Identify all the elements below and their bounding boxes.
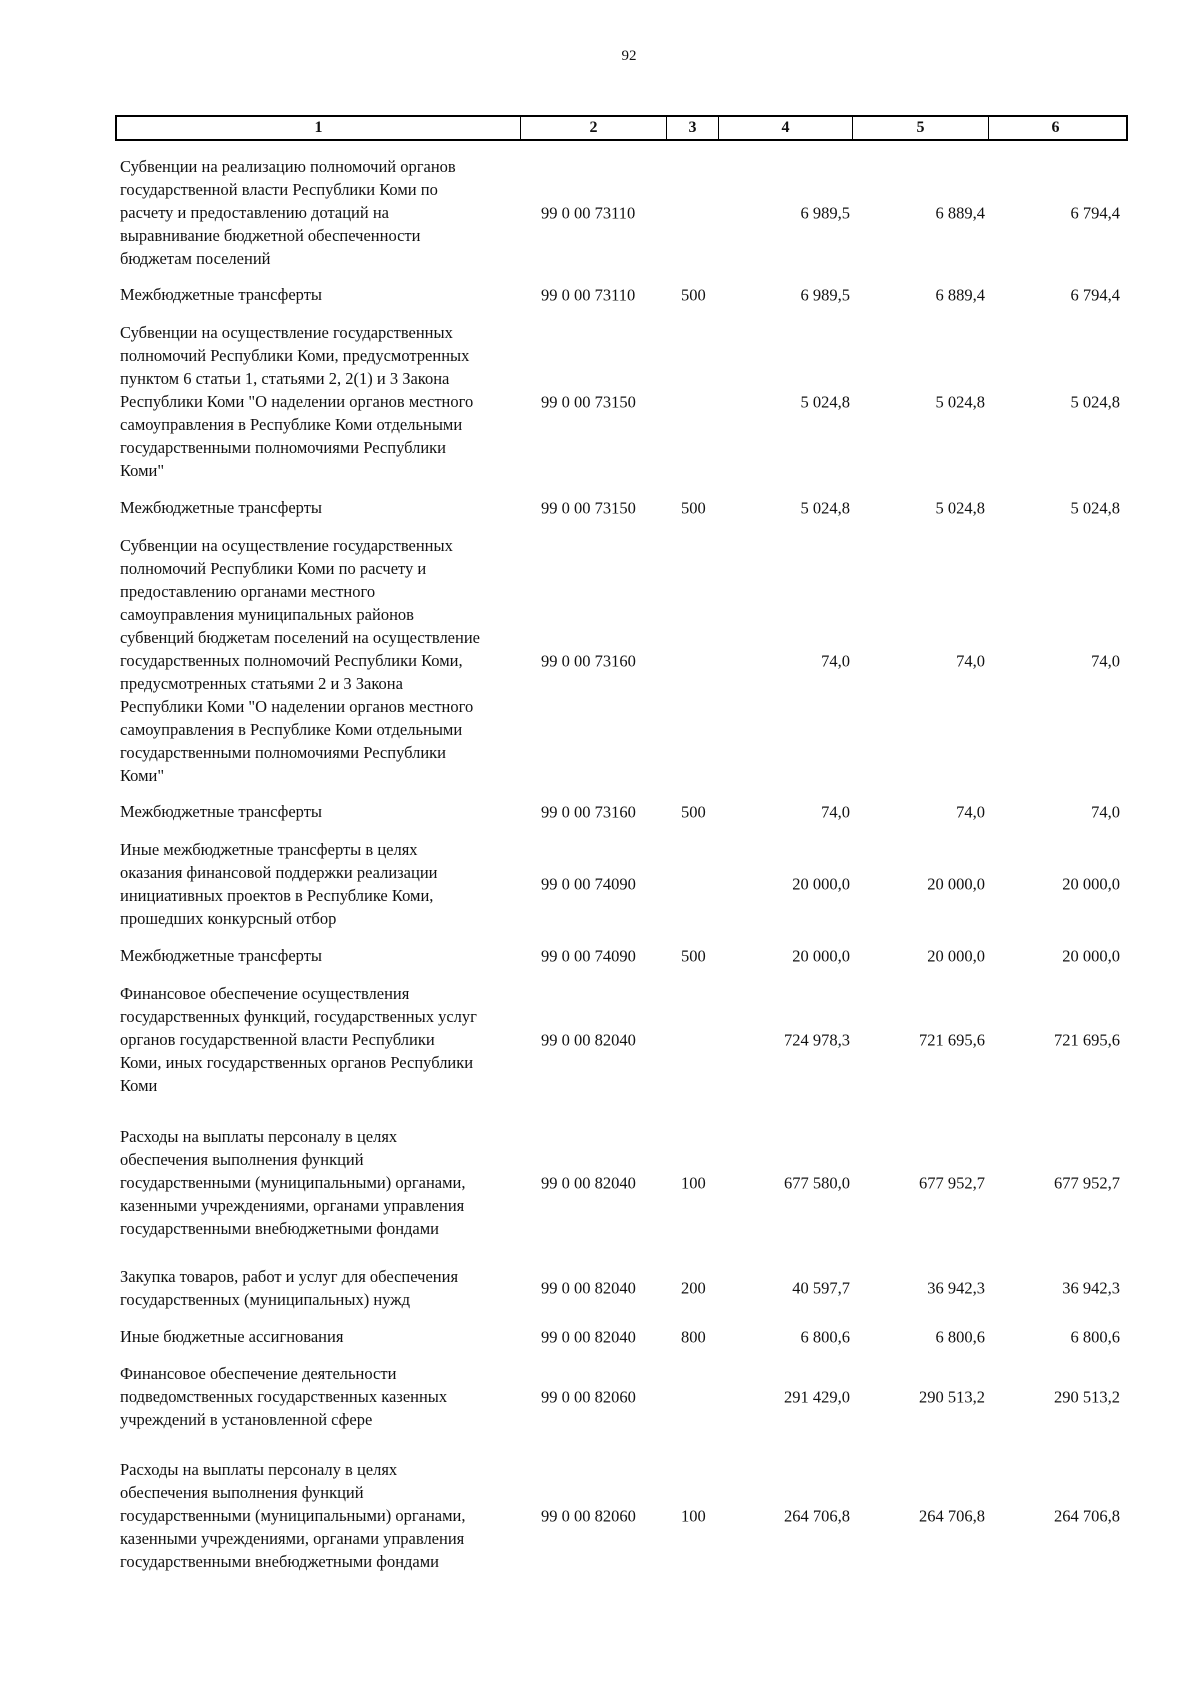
row-type: 200: [681, 1278, 706, 1298]
page-number: 92: [621, 48, 637, 64]
row-value-6: 36 942,3: [1062, 1278, 1120, 1298]
row-type: 100: [681, 1173, 706, 1192]
row-name: Расходы на выплаты персоналу в целях обеспечения выполнения функций государственными (муниципальными) органами, казенными учреждениями, органами управления государственными внебюджетными фондами: [120, 1127, 466, 1238]
row-value-6: 721 695,6: [1054, 1030, 1120, 1049]
row-name: Межбюджетные трансферты: [120, 285, 323, 304]
row-name: Закупка товаров, работ и услуг для обеспечения государственных (муниципальных) нужд: [120, 1267, 459, 1309]
row-code: 99 0 00 82060: [541, 1387, 636, 1406]
row-value-4: 291 429,0: [784, 1387, 850, 1406]
row-value-4: 5 024,8: [800, 392, 850, 411]
row-value-4: 40 597,7: [792, 1278, 850, 1298]
row-value-6: 6 794,4: [1070, 203, 1120, 222]
row-value-6: 74,0: [1091, 651, 1120, 670]
row-value-5: 74,0: [956, 802, 985, 821]
row-value-6: 264 706,8: [1054, 1506, 1120, 1525]
row-value-4: 6 989,5: [800, 285, 850, 304]
row-value-4: 6 989,5: [800, 203, 850, 222]
row-value-5: 721 695,6: [919, 1030, 985, 1049]
row-type: 500: [681, 946, 706, 965]
row-value-5: 264 706,8: [919, 1506, 985, 1525]
table-row: [0, 1458, 1200, 1573]
row-value-5: 20 000,0: [927, 946, 985, 965]
row-code: 99 0 00 82040: [541, 1030, 636, 1049]
row-value-6: 5 024,8: [1070, 498, 1120, 517]
row-value-4: 5 024,8: [800, 498, 850, 517]
row-type: 500: [681, 285, 706, 304]
row-value-4: 20 000,0: [792, 946, 850, 965]
row-type: 800: [681, 1327, 706, 1346]
row-type: 100: [681, 1506, 706, 1525]
row-code: 99 0 00 74090: [541, 946, 636, 965]
header-col-5: 5: [853, 117, 989, 139]
table-row: [0, 534, 1200, 787]
row-code: 99 0 00 73110: [541, 285, 636, 304]
header-col-2: 2: [521, 117, 667, 139]
table-row: [0, 496, 1200, 519]
row-code: 99 0 00 82040: [541, 1173, 636, 1192]
header-col-4: 4: [719, 117, 853, 139]
row-value-6: 6 794,4: [1070, 285, 1120, 304]
row-name: Межбюджетные трансферты: [120, 802, 323, 821]
table-row: [0, 982, 1200, 1097]
row-name: Иные межбюджетные трансферты в целях оказания финансовой поддержки реализации инициативных проектов в Республике Коми, прошедших конкурсный отбор: [120, 840, 438, 928]
header-col-6: 6: [1051, 119, 1060, 136]
row-value-6: 677 952,7: [1054, 1173, 1120, 1192]
table-header: [115, 115, 1128, 141]
table-row: [0, 155, 1200, 270]
row-name: Расходы на выплаты персоналу в целях обеспечения выполнения функций государственными (муниципальными) органами, казенными учреждениями, органами управления государственными внебюджетными фондами: [120, 1460, 466, 1571]
table-row: [0, 321, 1200, 482]
row-value-6: 20 000,0: [1062, 946, 1120, 965]
row-code: 99 0 00 73150: [541, 392, 636, 411]
row-value-5: 6 889,4: [935, 285, 985, 304]
row-name: Субвенции на осуществление государственных полномочий Республики Коми по расчету и предоставлению органами местного самоуправления муниципальных районов субвенций бюджетам поселений на осуществление государственных полномочий Республики Коми, предусмотренных статьями 2 и 3 Закона Республики Коми "О наделении органов местного самоуправления в Республике Коми отдельными государственными полномочиями Республики Коми": [120, 536, 480, 785]
row-value-4: 74,0: [821, 802, 850, 821]
row-code: 99 0 00 74090: [541, 874, 636, 894]
row-value-5: 5 024,8: [935, 392, 985, 411]
row-value-4: 20 000,0: [792, 874, 850, 894]
row-value-5: 6 889,4: [935, 203, 985, 222]
header-col-3: 3: [667, 117, 719, 139]
row-code: 99 0 00 73150: [541, 498, 636, 517]
table-row: [0, 838, 1200, 930]
row-value-6: 20 000,0: [1062, 874, 1120, 894]
row-code: 99 0 00 73110: [541, 203, 636, 222]
row-value-6: 6 800,6: [1070, 1327, 1120, 1346]
row-value-5: 290 513,2: [919, 1387, 985, 1406]
row-value-4: 74,0: [821, 651, 850, 670]
table-row: [0, 283, 1200, 306]
table-row: [0, 1125, 1200, 1240]
row-name: Иные бюджетные ассигнования: [120, 1327, 344, 1346]
row-name: Межбюджетные трансферты: [120, 498, 323, 517]
row-value-4: 264 706,8: [784, 1506, 850, 1525]
row-type: 500: [681, 498, 706, 517]
row-code: 99 0 00 73160: [541, 802, 636, 821]
row-value-6: 290 513,2: [1054, 1387, 1120, 1406]
row-name: Субвенции на реализацию полномочий органов государственной власти Республики Коми по расчету и предоставлению дотаций на выравнивание бюджетной обеспеченности бюджетам поселений: [120, 157, 456, 268]
row-type: 500: [681, 802, 706, 821]
row-value-5: 20 000,0: [927, 874, 985, 894]
table-row: [0, 800, 1200, 823]
row-value-4: 677 580,0: [784, 1173, 850, 1192]
row-value-4: 6 800,6: [800, 1327, 850, 1346]
row-name: Финансовое обеспечение осуществления государственных функций, государственных услуг органов государственной власти Республики Коми, иных государственных органов Республики Коми: [120, 984, 477, 1095]
row-value-6: 5 024,8: [1070, 392, 1120, 411]
row-value-6: 74,0: [1091, 802, 1120, 821]
row-code: 99 0 00 82060: [541, 1506, 636, 1525]
row-value-5: 74,0: [956, 651, 985, 670]
table-row: [0, 944, 1200, 967]
table-row: [0, 1265, 1200, 1311]
row-value-5: 5 024,8: [935, 498, 985, 517]
header-col-1: 1: [117, 117, 521, 139]
table-row: [0, 1325, 1200, 1348]
row-value-5: 677 952,7: [919, 1173, 985, 1192]
row-value-5: 6 800,6: [935, 1327, 985, 1346]
table-row: [0, 1362, 1200, 1431]
row-name: Межбюджетные трансферты: [120, 946, 323, 965]
row-name: Субвенции на осуществление государственных полномочий Республики Коми, предусмотренных пунктом 6 статьи 1, статьями 2, 2(1) и 3 Закона Республики Коми "О наделении органов местного самоуправления в Республике Коми отдельными государственными полномочиями Республики Коми": [120, 323, 474, 480]
row-value-4: 724 978,3: [784, 1030, 850, 1049]
row-name: Финансовое обеспечение деятельности подведомственных государственных казенных учреждений в установленной сфере: [120, 1364, 448, 1429]
row-code: 99 0 00 82040: [541, 1327, 636, 1346]
row-code: 99 0 00 73160: [541, 651, 636, 670]
row-value-5: 36 942,3: [927, 1278, 985, 1298]
row-code: 99 0 00 82040: [541, 1278, 636, 1298]
